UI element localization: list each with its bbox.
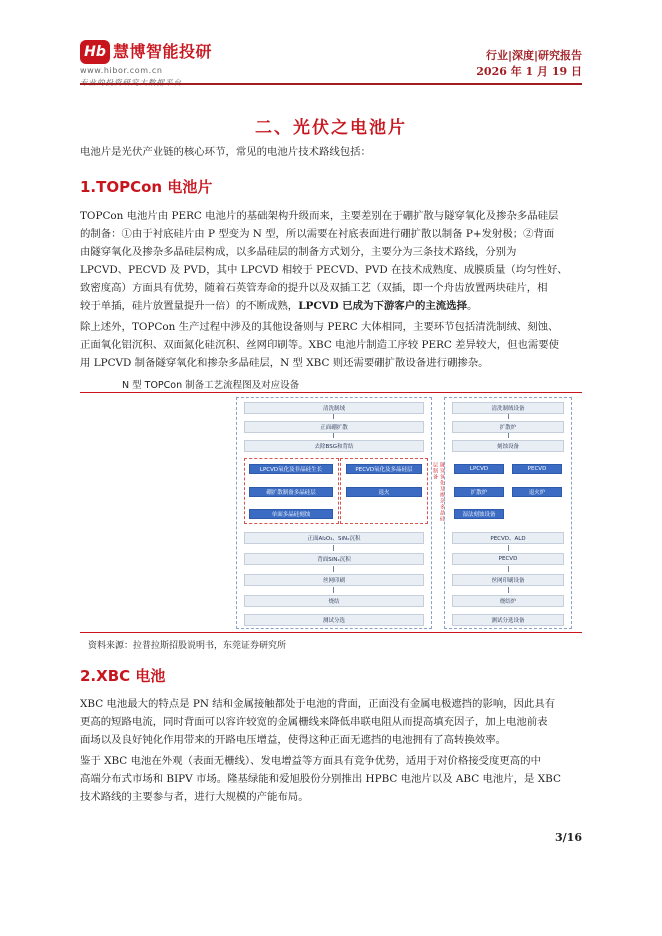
left-step: 清洗制绒 <box>244 402 424 414</box>
intro-paragraph: 电池片是光伏产业链的核心环节，常见的电池片技术路线包括： <box>80 146 371 158</box>
text-span: 较于单插，硅片放置量提升一倍）的不断成熟， <box>80 300 299 312</box>
figure-title: N 型 TOPCon 制备工艺流程图及对应设备 <box>122 380 300 391</box>
right-step: PECVD、ALD <box>452 532 564 544</box>
right-flow-frame <box>444 397 572 629</box>
text-line: 面场以及良好钝化作用带来的开路电压增益，使得这种正面无遮挡的电池拥有了高转换效率。 <box>80 734 507 746</box>
branch-step: 硼扩散制备多晶硅层 <box>249 487 333 497</box>
right-branch-step: 湿法刻蚀设备 <box>454 509 504 519</box>
page-number: 3/16 <box>555 831 582 844</box>
left-step: 丝网印刷 <box>244 574 424 586</box>
right-branch-step: 扩散炉 <box>454 487 504 497</box>
left-step: 烧结 <box>244 595 424 607</box>
xbc-paragraph-1 <box>80 695 582 749</box>
left-step: 测试分选 <box>244 614 424 626</box>
branch-step: 单面多晶硅刻蚀 <box>249 509 333 519</box>
right-step: 扩散炉 <box>452 421 564 433</box>
text-line: 除上述外，TOPCon 生产过程中涉及的其他设备则与 PERC 大体相同，主要环节包括清洗制绒、刻蚀、 <box>80 321 559 333</box>
branch-step: 退火 <box>346 487 422 497</box>
text-line: 由隧穿氧化及掺杂多晶硅层构成，以多晶硅层的制备方式划分，主要分为三条技术路线，分别为 <box>80 246 517 258</box>
connector <box>508 414 509 419</box>
report-type: 行业|深度|研究报告 <box>485 49 582 62</box>
text-line: 高端分布式市场和 BIPV 市场。隆基绿能和爱旭股份分别推出 HPBC 电池片以及 ABC 电池片，是 XBC <box>80 773 561 785</box>
connector <box>333 414 334 419</box>
text-line: LPCVD、PECVD 及 PVD，其中 LPCVD 相较于 PECVD、PVD 在技术成熟度、成膜质量（均匀性好、 <box>80 264 568 276</box>
branch-step: PECVD氧化及多晶硅层 <box>346 464 422 474</box>
connector <box>508 587 509 593</box>
left-step: 背面SiNₓ沉积 <box>244 553 424 565</box>
text-line <box>80 297 582 315</box>
section-title: 二、光伏之电池片 <box>255 118 407 138</box>
branch-frame-lpcvd <box>244 458 339 524</box>
right-step: 烧结炉 <box>452 595 564 607</box>
topcon-paragraph-1 <box>80 207 582 315</box>
connector <box>508 433 509 438</box>
connector <box>333 545 334 551</box>
text-line: 的制备：①由于衬底硅片由 P 型变为 N 型，所以需要在衬底表面进行硼扩散以制备 P+发射极；②背面 <box>80 228 555 240</box>
text-span: 。 <box>466 300 478 312</box>
left-step: 去除BSG和背结 <box>244 440 424 452</box>
side-note: 隧穿氧化及掺杂多晶硅层制备 <box>432 462 445 522</box>
branch-frame-pecvd <box>340 458 428 524</box>
right-branch-step: LPCVD <box>454 464 504 474</box>
right-branch-step: PECVD <box>512 464 562 474</box>
bold-conclusion: LPCVD 已成为下游客户的主流选择 <box>298 300 467 312</box>
right-step: 清洗制绒设备 <box>452 402 564 414</box>
text-line: XBC 电池最大的特点是 PN 结和金属接触都处于电池的背面，正面没有金属电极遮挡的影响，因此具有 <box>80 698 556 710</box>
xbc-paragraph-2 <box>80 752 582 806</box>
connector <box>333 587 334 593</box>
connector <box>333 566 334 572</box>
connector <box>508 566 509 572</box>
figure-rule-top <box>80 392 582 393</box>
text-line: 致密度高）方面具有优势，随着石英管寿命的提升以及双插工艺（双插，即一个舟齿放置两块硅片，相 <box>80 282 548 294</box>
header-meta <box>476 48 582 80</box>
topcon-heading: 1.TOPCon 电池片 <box>80 178 213 196</box>
right-step: 测试分选设备 <box>452 614 564 626</box>
logo-name: 慧博智能投研 <box>113 42 213 61</box>
text-line: 用 LPCVD 制备隧穿氧化和掺杂多晶硅层，N 型 XBC 则还需要硼扩散设备进行硼掺杂。 <box>80 357 489 369</box>
right-step: 丝网印刷设备 <box>452 574 564 586</box>
logo-url: www.hibor.com.cn <box>80 66 163 75</box>
text-line: 更高的短路电流，同时背面可以容许较宽的金属栅线来降低串联电阻从而提高填充因子，加上电池前表 <box>80 716 548 728</box>
text-line: TOPCon 电池片由 PERC 电池片的基础架构升级而来，主要差别在于硼扩散与隧穿氧化及掺杂多晶硅层 <box>80 210 559 222</box>
logo <box>80 38 240 84</box>
text-line: 技术路线的主要参与者，进行大规模的产能布局。 <box>80 791 309 803</box>
figure-source: 资料来源：拉普拉斯招股说明书，东莞证券研究所 <box>88 641 287 651</box>
right-branch-step: 退火炉 <box>512 487 562 497</box>
connector <box>508 545 509 551</box>
right-step: PECVD <box>452 553 564 565</box>
report-date: 2026 年 1 月 19 日 <box>476 65 582 78</box>
logo-mark: Hb <box>80 40 110 64</box>
left-step: 正面硼扩散 <box>244 421 424 433</box>
text-line: 正面氧化铝沉积、双面氮化硅沉积、丝网印刷等。XBC 电池片制造工序较 PERC 差异较大，但也需要使 <box>80 339 560 351</box>
figure-rule-bottom <box>80 632 582 633</box>
branch-step: LPCVD氧化及非晶硅生长 <box>249 464 333 474</box>
connector <box>333 433 334 438</box>
left-step: 正面Al₂O₃、SiNₓ沉积 <box>244 532 424 544</box>
header-divider <box>80 83 582 85</box>
xbc-heading: 2.XBC 电池 <box>80 667 166 685</box>
right-step: 刻蚀设备 <box>452 440 564 452</box>
text-line: 鉴于 XBC 电池在外观（表面无栅线）、发电增益等方面具有竞争优势，适用于对价格接受度更高的中 <box>80 755 541 767</box>
topcon-paragraph-2 <box>80 318 582 372</box>
left-flow-frame <box>236 397 432 629</box>
